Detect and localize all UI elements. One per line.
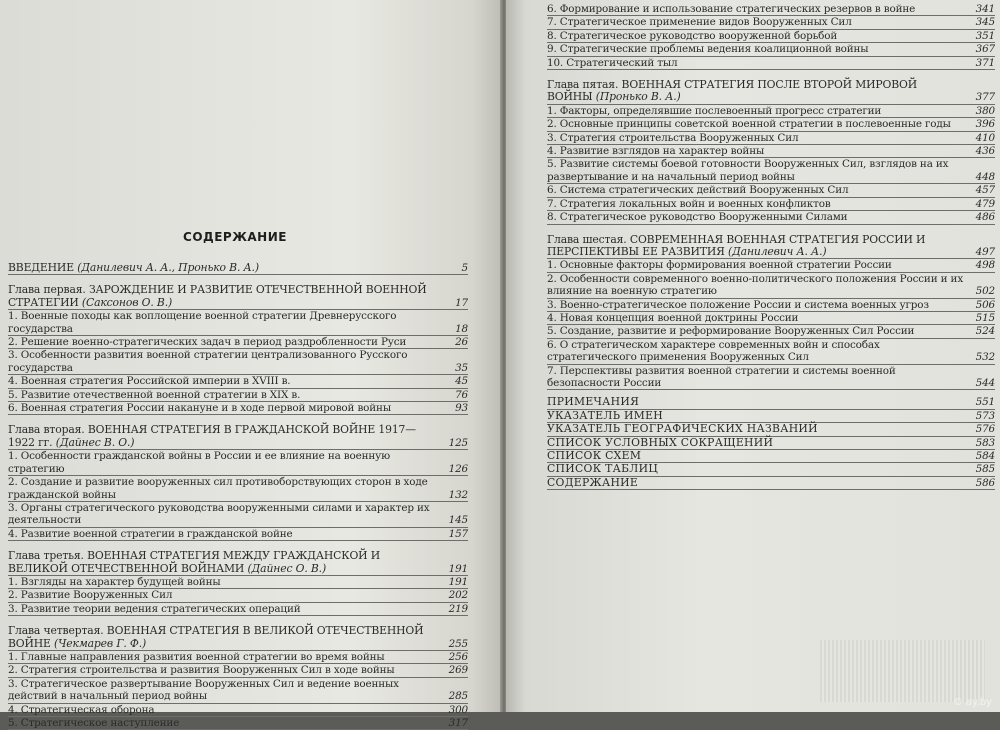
toc-chapter-entry bbox=[8, 262, 468, 275]
entry-title bbox=[8, 625, 468, 650]
entry-page-number: 396 bbox=[975, 118, 995, 131]
entry-page-number: 269 bbox=[448, 664, 468, 677]
toc-appendix-entry bbox=[547, 396, 995, 409]
entry-title bbox=[8, 717, 468, 729]
entry-page-number: 367 bbox=[975, 43, 995, 56]
entry-title bbox=[8, 664, 468, 676]
toc-section-entry bbox=[8, 450, 468, 476]
appendix-list bbox=[547, 396, 995, 490]
entry-text: ПРИМЕЧАНИЯ bbox=[547, 395, 640, 409]
toc-section-entry bbox=[547, 132, 995, 145]
toc-section-entry bbox=[547, 118, 995, 131]
toc-title: СОДЕРЖАНИЕ bbox=[183, 230, 287, 244]
toc-section-entry bbox=[8, 664, 468, 677]
entry-page-number: 380 bbox=[975, 104, 995, 117]
entry-title bbox=[547, 132, 995, 144]
entry-page-number: 76 bbox=[455, 388, 468, 401]
entry-title bbox=[8, 336, 468, 348]
entry-page-number: 448 bbox=[975, 170, 995, 183]
entry-title bbox=[547, 198, 995, 210]
entry-text: 1. Основные факторы формирования военной стратегии России bbox=[547, 259, 892, 272]
toc-section-entry bbox=[547, 339, 995, 365]
entry-title bbox=[547, 211, 995, 223]
entry-page-number: 219 bbox=[448, 602, 468, 615]
entry-page-number: 45 bbox=[455, 375, 468, 388]
entry-title bbox=[8, 589, 468, 601]
toc-chapter-entry bbox=[8, 550, 468, 576]
entry-page-number: 486 bbox=[975, 211, 995, 224]
entry-text: СОДЕРЖАНИЕ bbox=[547, 475, 639, 489]
entry-page-number: 93 bbox=[455, 402, 468, 415]
entry-page-number: 436 bbox=[975, 145, 995, 158]
toc-section-entry bbox=[547, 273, 995, 299]
toc-section-entry bbox=[8, 603, 468, 616]
entry-title bbox=[547, 234, 995, 259]
toc-section-entry bbox=[8, 576, 468, 589]
toc-section-entry bbox=[8, 349, 468, 375]
watermark: © ay.by bbox=[952, 697, 992, 708]
entry-author: (Пронько В. А.) bbox=[592, 90, 681, 104]
entry-page-number: 132 bbox=[448, 488, 468, 501]
toc-section-entry bbox=[547, 3, 995, 16]
entry-text: 2. Стратегия строительства и развития Вооруженных Сил в ходе войны bbox=[8, 664, 395, 677]
entry-page-number: 497 bbox=[975, 245, 995, 258]
entry-page-number: 502 bbox=[975, 285, 995, 298]
toc-section-entry bbox=[547, 158, 995, 184]
toc-section-entry bbox=[8, 704, 468, 717]
entry-title bbox=[8, 375, 468, 387]
entry-author: (Чекмарев Г. Ф.) bbox=[50, 636, 147, 650]
entry-page-number: 317 bbox=[448, 717, 468, 729]
entry-page-number: 351 bbox=[975, 29, 995, 42]
entry-title bbox=[8, 502, 468, 527]
toc-section-entry bbox=[547, 43, 995, 56]
entry-page-number: 285 bbox=[448, 690, 468, 703]
entry-page-number: 35 bbox=[455, 361, 468, 374]
toc-section-entry bbox=[8, 528, 468, 541]
entry-title bbox=[547, 273, 995, 298]
entry-page-number: 410 bbox=[975, 131, 995, 144]
entry-title bbox=[547, 158, 995, 183]
entry-title bbox=[547, 299, 995, 311]
entry-page-number: 191 bbox=[448, 562, 468, 575]
entry-title bbox=[8, 651, 468, 663]
entry-title bbox=[547, 365, 995, 390]
entry-page-number: 585 bbox=[975, 463, 995, 476]
toc-section-entry bbox=[547, 16, 995, 29]
entry-page-number: 202 bbox=[448, 589, 468, 602]
entry-page-number: 524 bbox=[975, 325, 995, 338]
entry-title bbox=[547, 184, 995, 196]
barcode-stamp bbox=[820, 640, 985, 702]
entry-page-number: 300 bbox=[448, 703, 468, 716]
toc-section-entry bbox=[8, 375, 468, 388]
toc-section-entry bbox=[547, 198, 995, 211]
entry-text: СПИСОК СХЕМ bbox=[547, 449, 642, 462]
entry-page-number: 506 bbox=[975, 298, 995, 311]
entry-text: 6. Система стратегических действий Вооруженных Сил bbox=[547, 184, 849, 197]
entry-text: Глава первая. ЗАРОЖДЕНИЕ И РАЗВИТИЕ ОТЕЧЕСТВЕННОЙ ВОЕННОЙ СТРАТЕГИИ bbox=[8, 283, 427, 309]
entry-title bbox=[547, 43, 995, 55]
entry-page-number: 26 bbox=[455, 336, 468, 349]
entry-text: 1. Главные направления развития военной стратегии во время войны bbox=[8, 650, 385, 663]
entry-text: 4. Военная стратегия Российской империи в XVIII в. bbox=[8, 375, 291, 388]
entry-title bbox=[8, 678, 468, 703]
entry-page-number: 544 bbox=[975, 376, 995, 389]
entry-title bbox=[547, 145, 995, 157]
entry-title bbox=[8, 262, 468, 274]
entry-page-number: 584 bbox=[975, 450, 995, 462]
entry-title bbox=[547, 339, 995, 364]
entry-page-number: 377 bbox=[975, 91, 995, 104]
toc-appendix-entry bbox=[547, 437, 995, 450]
toc-section-entry bbox=[8, 589, 468, 602]
toc-section-entry bbox=[547, 325, 995, 338]
entry-title bbox=[547, 79, 995, 104]
toc-section-entry bbox=[547, 184, 995, 197]
entry-text: 1. Факторы, определявшие послевоенный прогресс стратегии bbox=[547, 104, 882, 117]
entry-title bbox=[8, 576, 468, 588]
toc-chapter-entry bbox=[8, 424, 468, 450]
entry-author: (Дайнес В. О.) bbox=[52, 435, 135, 449]
entry-title bbox=[8, 424, 468, 449]
entry-page-number: 586 bbox=[975, 476, 995, 489]
entry-text: ВВЕДЕНИЕ bbox=[8, 261, 74, 274]
entry-title bbox=[8, 704, 468, 716]
right-toc-entries bbox=[547, 3, 995, 390]
entry-title bbox=[547, 16, 995, 28]
entry-text: 3. Развитие теории ведения стратегических операций bbox=[8, 602, 301, 615]
entry-text: 9. Стратегические проблемы ведения коалиционной войны bbox=[547, 43, 869, 56]
toc-appendix-entry bbox=[547, 477, 995, 490]
toc-chapter-entry bbox=[547, 234, 995, 260]
toc-chapter-entry bbox=[8, 625, 468, 651]
entry-text: 1. Особенности гражданской войны в России и ее влияние на военную стратегию bbox=[8, 450, 391, 475]
toc-section-entry bbox=[547, 365, 995, 391]
entry-page-number: 17 bbox=[455, 296, 468, 309]
entry-title bbox=[8, 389, 468, 401]
entry-page-number: 341 bbox=[975, 3, 995, 15]
entry-text: 3. Особенности развития военной стратегии централизованного Русского государства bbox=[8, 349, 408, 374]
toc-section-entry bbox=[8, 502, 468, 528]
entry-page-number: 479 bbox=[975, 197, 995, 210]
entry-title bbox=[547, 259, 995, 271]
entry-text: 3. Военно-стратегическое положение России и система военных угроз bbox=[547, 298, 929, 311]
toc-section-entry bbox=[8, 717, 468, 730]
entry-page-number: 457 bbox=[975, 184, 995, 197]
toc-section-entry bbox=[547, 145, 995, 158]
right-toc-column bbox=[547, 3, 995, 490]
toc-section-entry bbox=[547, 299, 995, 312]
entry-page-number: 5 bbox=[461, 262, 468, 274]
toc-section-entry bbox=[8, 678, 468, 704]
entry-title bbox=[8, 402, 468, 414]
toc-chapter-entry bbox=[547, 79, 995, 105]
entry-page-number: 498 bbox=[975, 259, 995, 272]
entry-title bbox=[8, 603, 468, 615]
entry-text: 4. Развитие взглядов на характер войны bbox=[547, 145, 765, 158]
entry-text: 10. Стратегический тыл bbox=[547, 56, 678, 69]
entry-title bbox=[547, 3, 995, 15]
entry-title bbox=[547, 118, 995, 130]
toc-section-entry bbox=[547, 105, 995, 118]
entry-text: 2. Развитие Вооруженных Сил bbox=[8, 589, 173, 602]
entry-title bbox=[547, 105, 995, 117]
entry-text: 8. Стратегическое руководство вооруженной борьбой bbox=[547, 29, 838, 42]
entry-text: 8. Стратегическое руководство Вооруженными Силами bbox=[547, 211, 848, 224]
entry-page-number: 157 bbox=[448, 527, 468, 540]
entry-text: 2. Особенности современного военно-политического положения России и их влияние на военную стратегию bbox=[547, 272, 964, 298]
entry-text: 3. Стратегия строительства Вооруженных Сил bbox=[547, 131, 799, 144]
entry-title bbox=[547, 57, 995, 69]
entry-text: СПИСОК УСЛОВНЫХ СОКРАЩЕНИЙ bbox=[547, 435, 774, 449]
entry-text: Глава третья. ВОЕННАЯ СТРАТЕГИЯ МЕЖДУ ГРАЖДАНСКОЙ И ВЕЛИКОЙ ОТЕЧЕСТВЕННОЙ ВОЙНАМИ bbox=[8, 549, 380, 575]
entry-page-number: 551 bbox=[975, 396, 995, 409]
entry-text: Глава вторая. ВОЕННАЯ СТРАТЕГИЯ В ГРАЖДАНСКОЙ ВОЙНЕ 1917—1922 гг. bbox=[8, 423, 416, 449]
toc-section-entry bbox=[8, 336, 468, 349]
entry-title bbox=[8, 310, 468, 335]
toc-section-entry bbox=[547, 259, 995, 272]
entry-page-number: 576 bbox=[975, 423, 995, 436]
entry-text: 3. Органы стратегического руководства вооруженными силами и характер их деятельности bbox=[8, 501, 430, 527]
entry-title bbox=[8, 284, 468, 309]
entry-text: 7. Стратегия локальных войн и военных конфликтов bbox=[547, 197, 831, 210]
entry-author: (Данилевич А. А.) bbox=[724, 244, 827, 258]
toc-appendix-entry bbox=[547, 423, 995, 436]
toc-appendix-entry bbox=[547, 463, 995, 476]
entry-text: УКАЗАТЕЛЬ ИМЕН bbox=[547, 408, 664, 422]
entry-text: 1. Взгляды на характер будущей войны bbox=[8, 575, 221, 588]
entry-text: 4. Новая концепция военной доктрины России bbox=[547, 311, 799, 324]
toc-section-entry bbox=[8, 402, 468, 415]
entry-page-number: 573 bbox=[975, 409, 995, 422]
entry-text: УКАЗАТЕЛЬ ГЕОГРАФИЧЕСКИХ НАЗВАНИЙ bbox=[547, 422, 818, 436]
entry-title bbox=[547, 30, 995, 42]
entry-page-number: 583 bbox=[975, 436, 995, 449]
entry-title bbox=[8, 550, 468, 575]
entry-text: 6. Формирование и использование стратегических резервов в войне bbox=[547, 3, 916, 15]
entry-title bbox=[8, 476, 468, 501]
toc-section-entry bbox=[547, 57, 995, 70]
toc-section-entry bbox=[8, 651, 468, 664]
entry-text: 5. Стратегическое наступление bbox=[8, 717, 180, 729]
entry-page-number: 125 bbox=[448, 436, 468, 449]
entry-text: Глава шестая. СОВРЕМЕННАЯ ВОЕННАЯ СТРАТЕГИЯ РОССИИ И ПЕРСПЕКТИВЫ ЕЕ РАЗВИТИЯ bbox=[547, 232, 926, 258]
entry-text: 4. Стратегическая оборона bbox=[8, 703, 155, 716]
entry-text: СПИСОК ТАБЛИЦ bbox=[547, 462, 659, 476]
entry-text: 5. Создание, развитие и реформирование Вооруженных Сил России bbox=[547, 325, 915, 338]
entry-title bbox=[8, 349, 468, 374]
left-toc-column bbox=[8, 262, 468, 730]
entry-text: 2. Создание и развитие вооруженных сил противоборствующих сторон в ходе гражданской войны bbox=[8, 476, 428, 501]
entry-author: (Саксонов О. В.) bbox=[78, 295, 173, 309]
entry-title bbox=[8, 528, 468, 540]
entry-page-number: 345 bbox=[975, 16, 995, 29]
entry-page-number: 18 bbox=[455, 322, 468, 335]
entry-text: Глава четвертая. ВОЕННАЯ СТРАТЕГИЯ В ВЕЛИКОЙ ОТЕЧЕСТВЕННОЙ ВОЙНЕ bbox=[8, 624, 424, 650]
entry-author: (Данилевич А. А., Пронько В. А.) bbox=[73, 261, 259, 274]
entry-author: (Дайнес О. В.) bbox=[244, 561, 327, 575]
toc-section-entry bbox=[547, 30, 995, 43]
entry-text: 7. Стратегическое применение видов Вооруженных Сил bbox=[547, 16, 852, 29]
entry-text: 7. Перспективы развития военной стратегии и системы военной безопасности России bbox=[547, 364, 896, 389]
toc-section-entry bbox=[8, 476, 468, 502]
right-page bbox=[506, 0, 1000, 712]
entry-page-number: 191 bbox=[448, 575, 468, 588]
entry-title bbox=[547, 325, 995, 337]
entry-title bbox=[8, 450, 468, 475]
entry-page-number: 532 bbox=[975, 351, 995, 364]
entry-text: 4. Развитие военной стратегии в гражданской войне bbox=[8, 527, 293, 540]
toc-section-entry bbox=[8, 310, 468, 336]
entry-text: 6. О стратегическом характере современных войн и способах стратегического применения Вооруженных Сил bbox=[547, 338, 880, 364]
entry-text: 5. Развитие системы боевой готовности Вооруженных Сил, взглядов на их развертывание и на начальный период войны bbox=[547, 158, 949, 183]
entry-page-number: 126 bbox=[448, 462, 468, 475]
entry-text: Глава пятая. ВОЕННАЯ СТРАТЕГИЯ ПОСЛЕ ВТОРОЙ МИРОВОЙ ВОЙНЫ bbox=[547, 78, 917, 104]
entry-text: 1. Военные походы как воплощение военной стратегии Древнерусского государства bbox=[8, 310, 397, 335]
entry-page-number: 515 bbox=[975, 311, 995, 324]
toc-chapter-entry bbox=[8, 284, 468, 310]
entry-text: 3. Стратегическое развертывание Вооруженных Сил и ведение военных действий в начальный период войны bbox=[8, 677, 399, 703]
entry-text: 2. Решение военно-стратегических задач в период раздробленности Руси bbox=[8, 336, 407, 349]
entry-page-number: 145 bbox=[448, 514, 468, 527]
entry-text: 5. Развитие отечественной военной стратегии в XIX в. bbox=[8, 388, 301, 401]
toc-section-entry bbox=[547, 312, 995, 325]
toc-section-entry bbox=[8, 389, 468, 402]
entry-title bbox=[547, 312, 995, 324]
toc-section-entry bbox=[547, 211, 995, 224]
entry-text: 2. Основные принципы советской военной стратегии в послевоенные годы bbox=[547, 118, 951, 131]
toc-appendix-entry bbox=[547, 450, 995, 463]
entry-page-number: 371 bbox=[975, 56, 995, 69]
entry-page-number: 256 bbox=[448, 650, 468, 663]
entry-page-number: 255 bbox=[448, 637, 468, 650]
entry-text: 6. Военная стратегия России накануне и в ходе первой мировой войны bbox=[8, 402, 391, 415]
